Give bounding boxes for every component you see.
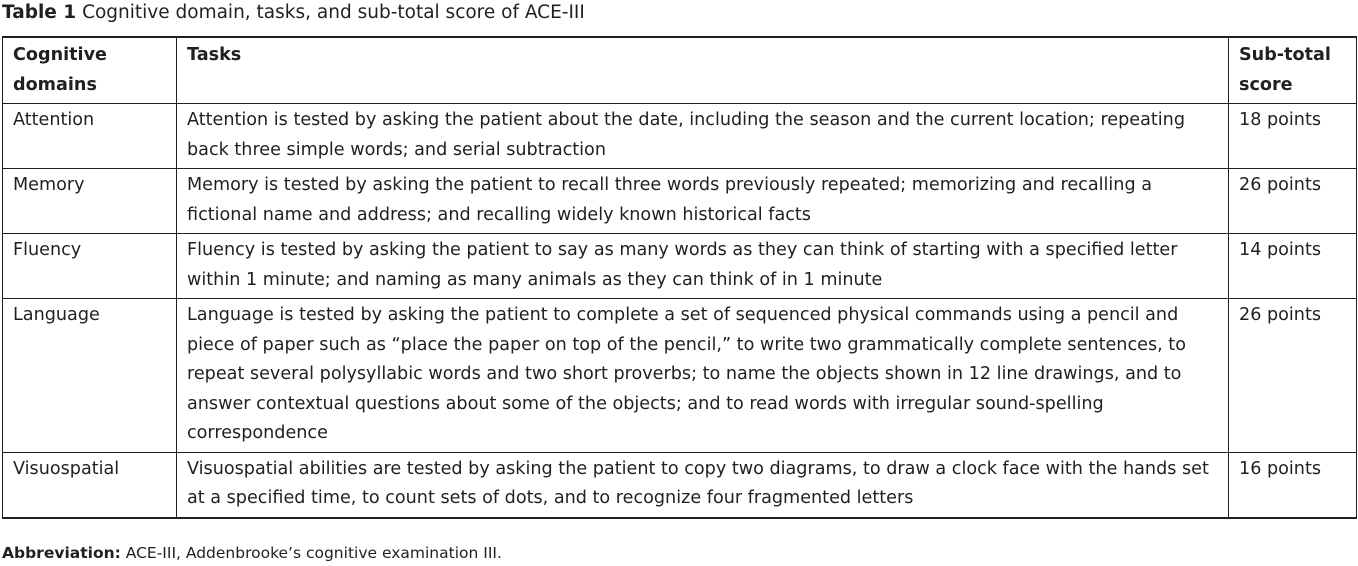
score-cell: 16 points — [1229, 452, 1357, 518]
score-cell: 26 points — [1229, 299, 1357, 453]
tasks-cell: Memory is tested by asking the patient to recall three words previously repeated; memorizing and recalling a fictional name and address; and recalling widely known historical facts — [177, 169, 1229, 234]
table-caption-label: Table 1 — [2, 2, 77, 23]
tasks-cell: Fluency is tested by asking the patient to say as many words as they can think of starting with a specified letter within 1 minute; and naming as many animals as they can think of in 1 minute — [177, 234, 1229, 299]
header-sub-total-score: Sub-total score — [1229, 37, 1357, 104]
table-caption-title: Cognitive domain, tasks, and sub-total score of ACE-III — [82, 2, 585, 23]
tasks-cell: Visuospatial abilities are tested by asking the patient to copy two diagrams, to draw a clock face with the hands set at a specified time, to count sets of dots, and to recognize four fragmented letters — [177, 452, 1229, 518]
table-row — [3, 169, 1357, 234]
domain-cell: Memory — [3, 169, 177, 234]
table-row — [3, 234, 1357, 299]
domain-cell: Visuospatial — [3, 452, 177, 518]
header-tasks: Tasks — [177, 37, 1229, 104]
footnote-label: Abbreviation: — [2, 544, 121, 562]
domain-cell: Language — [3, 299, 177, 453]
tasks-cell: Language is tested by asking the patient to complete a set of sequenced physical commands using a pencil and piece of paper such as “place the paper on top of the pencil,” to write two grammatically complete sentences, to repeat several polysyllabic words and two short proverbs; to name the objects shown in 12 line drawings, and to answer contextual questions about some of the objects; and to read words with irregular sound-spelling correspondence — [177, 299, 1229, 453]
table-header-row — [3, 37, 1357, 104]
table-row — [3, 452, 1357, 518]
table-row — [3, 104, 1357, 169]
domain-cell: Attention — [3, 104, 177, 169]
ace-iii-table — [2, 36, 1357, 519]
tasks-cell: Attention is tested by asking the patient about the date, including the season and the current location; repeating back three simple words; and serial subtraction — [177, 104, 1229, 169]
table-caption — [2, 1, 585, 25]
domain-cell: Fluency — [3, 234, 177, 299]
table-footnote — [2, 543, 502, 563]
score-cell: 14 points — [1229, 234, 1357, 299]
header-cognitive-domains: Cognitive domains — [3, 37, 177, 104]
footnote-text: ACE-III, Addenbrooke’s cognitive examination III. — [125, 544, 502, 562]
score-cell: 26 points — [1229, 169, 1357, 234]
score-cell: 18 points — [1229, 104, 1357, 169]
table-row — [3, 299, 1357, 453]
